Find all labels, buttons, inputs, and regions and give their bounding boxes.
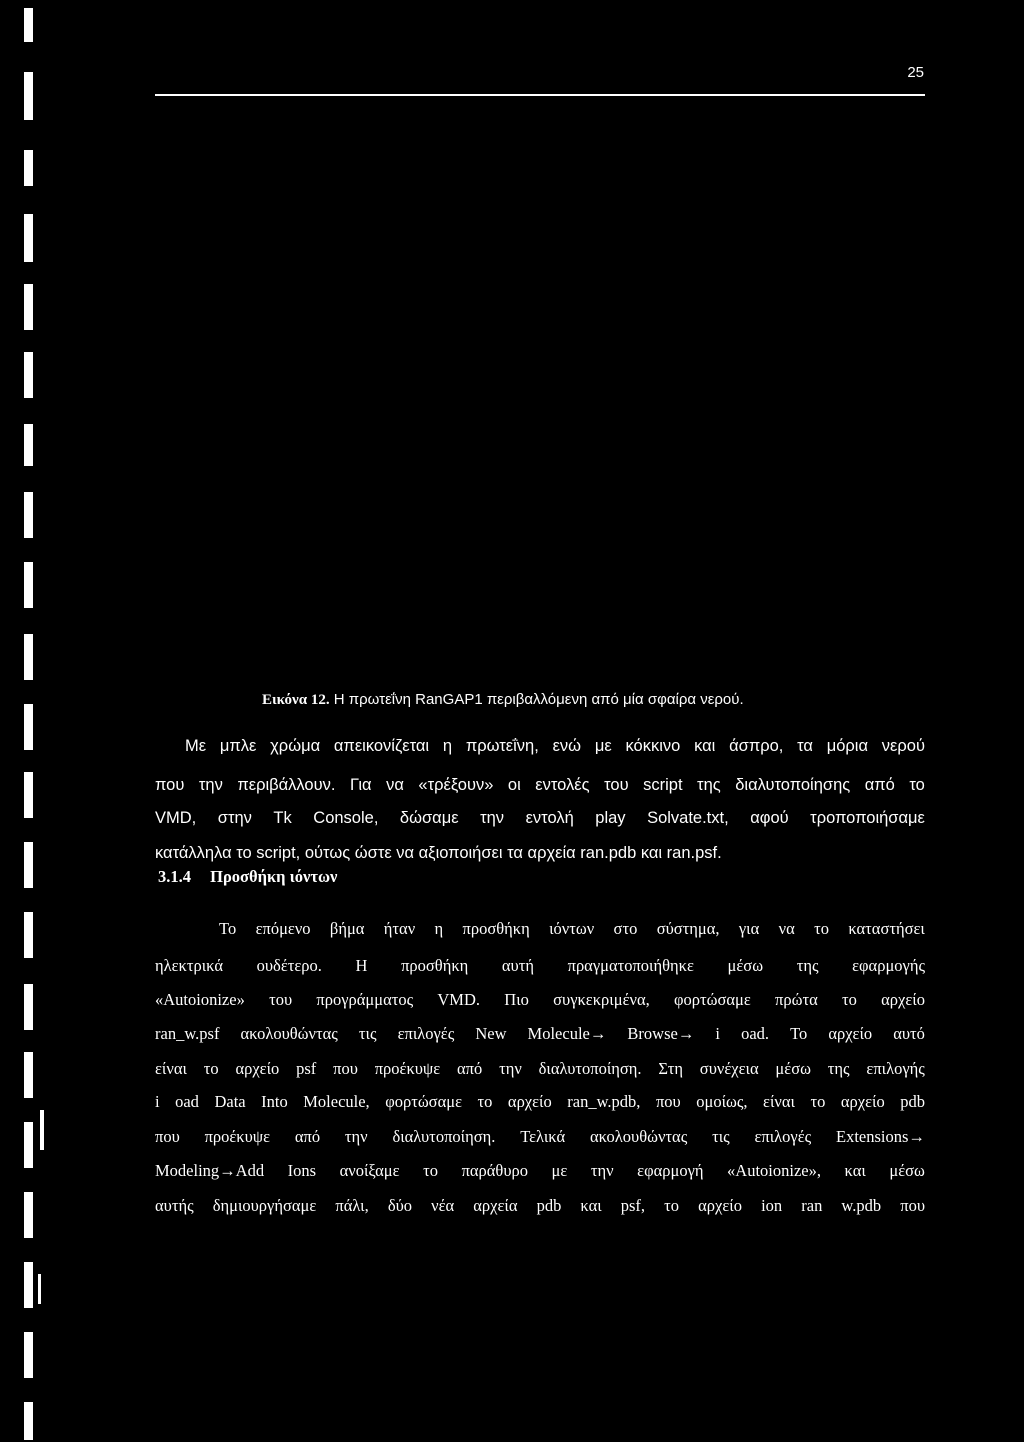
word: αρχεία xyxy=(473,1196,518,1215)
word: αυτό xyxy=(893,1024,925,1043)
word: αρχείο xyxy=(235,1059,280,1078)
word: η xyxy=(442,737,453,755)
binding-mark xyxy=(24,634,33,680)
binding-mark xyxy=(24,772,33,818)
word: του xyxy=(269,990,293,1009)
word: να xyxy=(386,776,404,794)
word: εφαρμογή xyxy=(637,1161,704,1180)
word: New xyxy=(475,1024,507,1043)
word: Extensions→ xyxy=(836,1127,925,1146)
word: Browse→ xyxy=(627,1024,695,1043)
text-line xyxy=(155,1054,925,1084)
binding-mark xyxy=(24,352,33,398)
word: είναι xyxy=(155,1059,187,1078)
word: άσπρο, xyxy=(729,737,784,755)
binding-mark xyxy=(24,284,33,330)
word: προγράμματος xyxy=(316,990,414,1009)
word: ion xyxy=(761,1196,783,1215)
word: πρώτα xyxy=(775,990,818,1009)
word: το xyxy=(810,1092,826,1111)
text-line xyxy=(155,1019,925,1049)
word: στην xyxy=(217,809,252,827)
word: pdb xyxy=(536,1196,562,1215)
text-line xyxy=(155,803,925,833)
word: νέα xyxy=(431,1196,455,1215)
word: προέκυψε xyxy=(374,1059,441,1078)
word: i xyxy=(155,1092,160,1111)
word: επιλογές xyxy=(397,1024,455,1043)
word: το xyxy=(814,919,829,938)
word: τις xyxy=(712,1127,730,1146)
word: νερού xyxy=(881,737,925,755)
word: από xyxy=(294,1127,321,1146)
word: και xyxy=(580,1196,602,1215)
binding-mark xyxy=(24,562,33,608)
binding-bar xyxy=(38,1274,41,1304)
word: αφού xyxy=(750,809,789,827)
binding-mark xyxy=(24,1192,33,1238)
header-rule xyxy=(155,94,925,96)
word: επιλογής xyxy=(866,1059,925,1078)
word: κατάλληλα το script, ούτως ώστε να αξιοποιήσει τα αρχεία ran.pdb και ran.psf. xyxy=(155,844,722,862)
binding-mark xyxy=(24,1262,33,1308)
word: Πιο xyxy=(504,990,529,1009)
word: pdb xyxy=(900,1092,925,1111)
word: τροποποιήσαμε xyxy=(810,809,925,827)
word: Ions xyxy=(287,1161,317,1180)
word: που xyxy=(333,1059,358,1078)
word: και xyxy=(694,737,716,755)
word: από xyxy=(457,1059,483,1078)
binding-mark xyxy=(24,704,33,750)
word: Solvate.txt, xyxy=(647,809,729,827)
word: το xyxy=(203,1059,219,1078)
word: ran_w.psf xyxy=(155,1024,220,1043)
word: με xyxy=(594,737,612,755)
word: προέκυψε xyxy=(204,1127,271,1146)
section-heading xyxy=(158,862,337,892)
word: είναι xyxy=(763,1092,795,1111)
word: «Autoionize» xyxy=(155,990,245,1009)
word: τα xyxy=(797,737,813,755)
binding-mark xyxy=(24,984,33,1030)
binding-mark xyxy=(24,8,33,42)
text-line xyxy=(155,1156,925,1186)
word: psf, xyxy=(620,1196,646,1215)
word: που xyxy=(155,776,185,794)
word: «Autoionize», xyxy=(727,1161,821,1180)
word: συγκεκριμένα, xyxy=(553,990,650,1009)
word: μόρια xyxy=(826,737,869,755)
word: με xyxy=(551,1161,568,1180)
word: περιβάλλουν. xyxy=(237,776,336,794)
word: την xyxy=(590,1161,614,1180)
word: που xyxy=(900,1196,925,1215)
word: συνέχεια xyxy=(699,1059,759,1078)
word: αρχείο xyxy=(828,1024,873,1043)
word: οι xyxy=(507,776,521,794)
word: κόκκινο xyxy=(625,737,681,755)
word: το xyxy=(664,1196,680,1215)
word: ακολουθώντας xyxy=(589,1127,688,1146)
word: σύστημα, xyxy=(656,919,720,938)
word: ran xyxy=(801,1196,823,1215)
binding-mark xyxy=(24,72,33,120)
word: που xyxy=(155,1127,180,1146)
scan-binding-marks xyxy=(0,0,60,1442)
word: φορτώσαμε xyxy=(673,990,751,1009)
word: αυτή xyxy=(501,956,534,975)
word: μέσω xyxy=(727,956,764,975)
word: ιόντων xyxy=(549,919,595,938)
word: Το xyxy=(790,1024,808,1043)
word: Data xyxy=(214,1092,246,1111)
word: πραγματοποιήθηκε xyxy=(567,956,694,975)
word: πάλι, xyxy=(335,1196,369,1215)
binding-mark xyxy=(24,912,33,958)
binding-mark xyxy=(24,1332,33,1378)
word: oad xyxy=(175,1092,199,1111)
section-title: Προσθήκη ιόντων xyxy=(210,867,338,886)
word: πρωτεΐνη, xyxy=(465,737,539,755)
word: εντολή xyxy=(525,809,574,827)
word: ηλεκτρικά xyxy=(155,956,223,975)
figure-caption-text: Η πρωτεΐνη RanGAP1 περιβαλλόμενη από μία σφαίρα νερού. xyxy=(333,691,744,708)
binding-mark xyxy=(24,1402,33,1440)
binding-mark xyxy=(24,214,33,262)
word: psf xyxy=(296,1059,317,1078)
binding-bar xyxy=(40,1110,44,1150)
word: oad. xyxy=(741,1024,770,1043)
word: εφαρμογής xyxy=(852,956,925,975)
word: το xyxy=(477,1092,493,1111)
binding-mark xyxy=(24,842,33,888)
word: Into xyxy=(261,1092,288,1111)
word: αρχείο xyxy=(881,990,925,1009)
word: διαλυτοποίηση. xyxy=(538,1059,642,1078)
word: την xyxy=(198,776,223,794)
binding-mark xyxy=(24,424,33,466)
word: Molecule, xyxy=(303,1092,370,1111)
word: που xyxy=(655,1092,681,1111)
word: από xyxy=(864,776,895,794)
figure-caption xyxy=(262,691,962,709)
word: του xyxy=(604,776,629,794)
word: Το xyxy=(219,919,237,938)
word: Tk xyxy=(273,809,292,827)
word: δύο xyxy=(387,1196,413,1215)
word: φορτώσαμε xyxy=(385,1092,462,1111)
word: την xyxy=(480,809,505,827)
word: Molecule→ xyxy=(527,1024,607,1043)
word: Τελικά xyxy=(520,1127,566,1146)
binding-mark xyxy=(24,1122,33,1168)
word: Στη xyxy=(658,1059,683,1078)
word: ενώ xyxy=(552,737,582,755)
text-line xyxy=(155,951,925,981)
word: η xyxy=(434,919,444,938)
word: μέσω xyxy=(889,1161,925,1180)
word: διαλυτοποίηση. xyxy=(392,1127,496,1146)
word: επιλογές xyxy=(754,1127,812,1146)
word: παράθυρο xyxy=(461,1161,528,1180)
word: για xyxy=(738,919,760,938)
word: ανοίξαμε xyxy=(339,1161,400,1180)
word: την xyxy=(499,1059,522,1078)
text-line xyxy=(155,1087,925,1117)
word: και xyxy=(844,1161,866,1180)
word: Console, xyxy=(313,809,379,827)
word: προσθήκη xyxy=(462,919,530,938)
word: w.pdb xyxy=(841,1196,882,1215)
text-line xyxy=(185,731,925,761)
word: Modeling→Add xyxy=(155,1161,265,1180)
word: την xyxy=(344,1127,368,1146)
word: το xyxy=(909,776,925,794)
word: απεικονίζεται xyxy=(333,737,430,755)
word: Για xyxy=(349,776,372,794)
word: διαλυτοποίησης xyxy=(735,776,851,794)
word: αυτής xyxy=(155,1196,194,1215)
word: μέσω xyxy=(775,1059,811,1078)
word: ran_w.pdb, xyxy=(567,1092,641,1111)
word: να xyxy=(778,919,795,938)
word: ομοίως, xyxy=(696,1092,748,1111)
word: εντολές xyxy=(535,776,590,794)
word: της xyxy=(827,1059,850,1078)
word: της xyxy=(796,956,819,975)
word: προσθήκη xyxy=(401,956,469,975)
word: Η xyxy=(355,956,368,975)
word: επόμενο xyxy=(255,919,311,938)
word: βήμα xyxy=(329,919,365,938)
binding-mark xyxy=(24,492,33,538)
word: δώσαμε xyxy=(399,809,459,827)
section-number: 3.1.4 xyxy=(158,867,191,886)
page-number: 25 xyxy=(907,64,924,81)
text-line xyxy=(219,914,925,944)
word: το xyxy=(842,990,857,1009)
word: της xyxy=(697,776,721,794)
word: μπλε xyxy=(219,737,257,755)
word: το xyxy=(423,1161,439,1180)
word: play xyxy=(595,809,626,827)
word: χρώμα xyxy=(270,737,321,755)
word: αρχείο xyxy=(507,1092,552,1111)
word: τις xyxy=(358,1024,377,1043)
word: script xyxy=(643,776,683,794)
word: καταστήσει xyxy=(848,919,925,938)
text-line xyxy=(155,985,925,1015)
binding-mark xyxy=(24,1052,33,1098)
text-line xyxy=(155,770,925,800)
word: στο xyxy=(613,919,638,938)
text-line xyxy=(155,1122,925,1152)
word: VMD. xyxy=(437,990,481,1009)
figure-label: Εικόνα 12. xyxy=(262,692,330,708)
text-line xyxy=(155,1191,925,1221)
word: i xyxy=(715,1024,720,1043)
word: ουδέτερο. xyxy=(256,956,322,975)
word: ήταν xyxy=(383,919,416,938)
word: «τρέξουν» xyxy=(418,776,494,794)
binding-mark xyxy=(24,150,33,186)
word: ακολουθώντας xyxy=(240,1024,338,1043)
word: αρχείο xyxy=(840,1092,885,1111)
word: αρχείο xyxy=(698,1196,742,1215)
word: Με xyxy=(185,737,207,755)
word: VMD, xyxy=(155,809,197,827)
word: δημιουργήσαμε xyxy=(212,1196,317,1215)
